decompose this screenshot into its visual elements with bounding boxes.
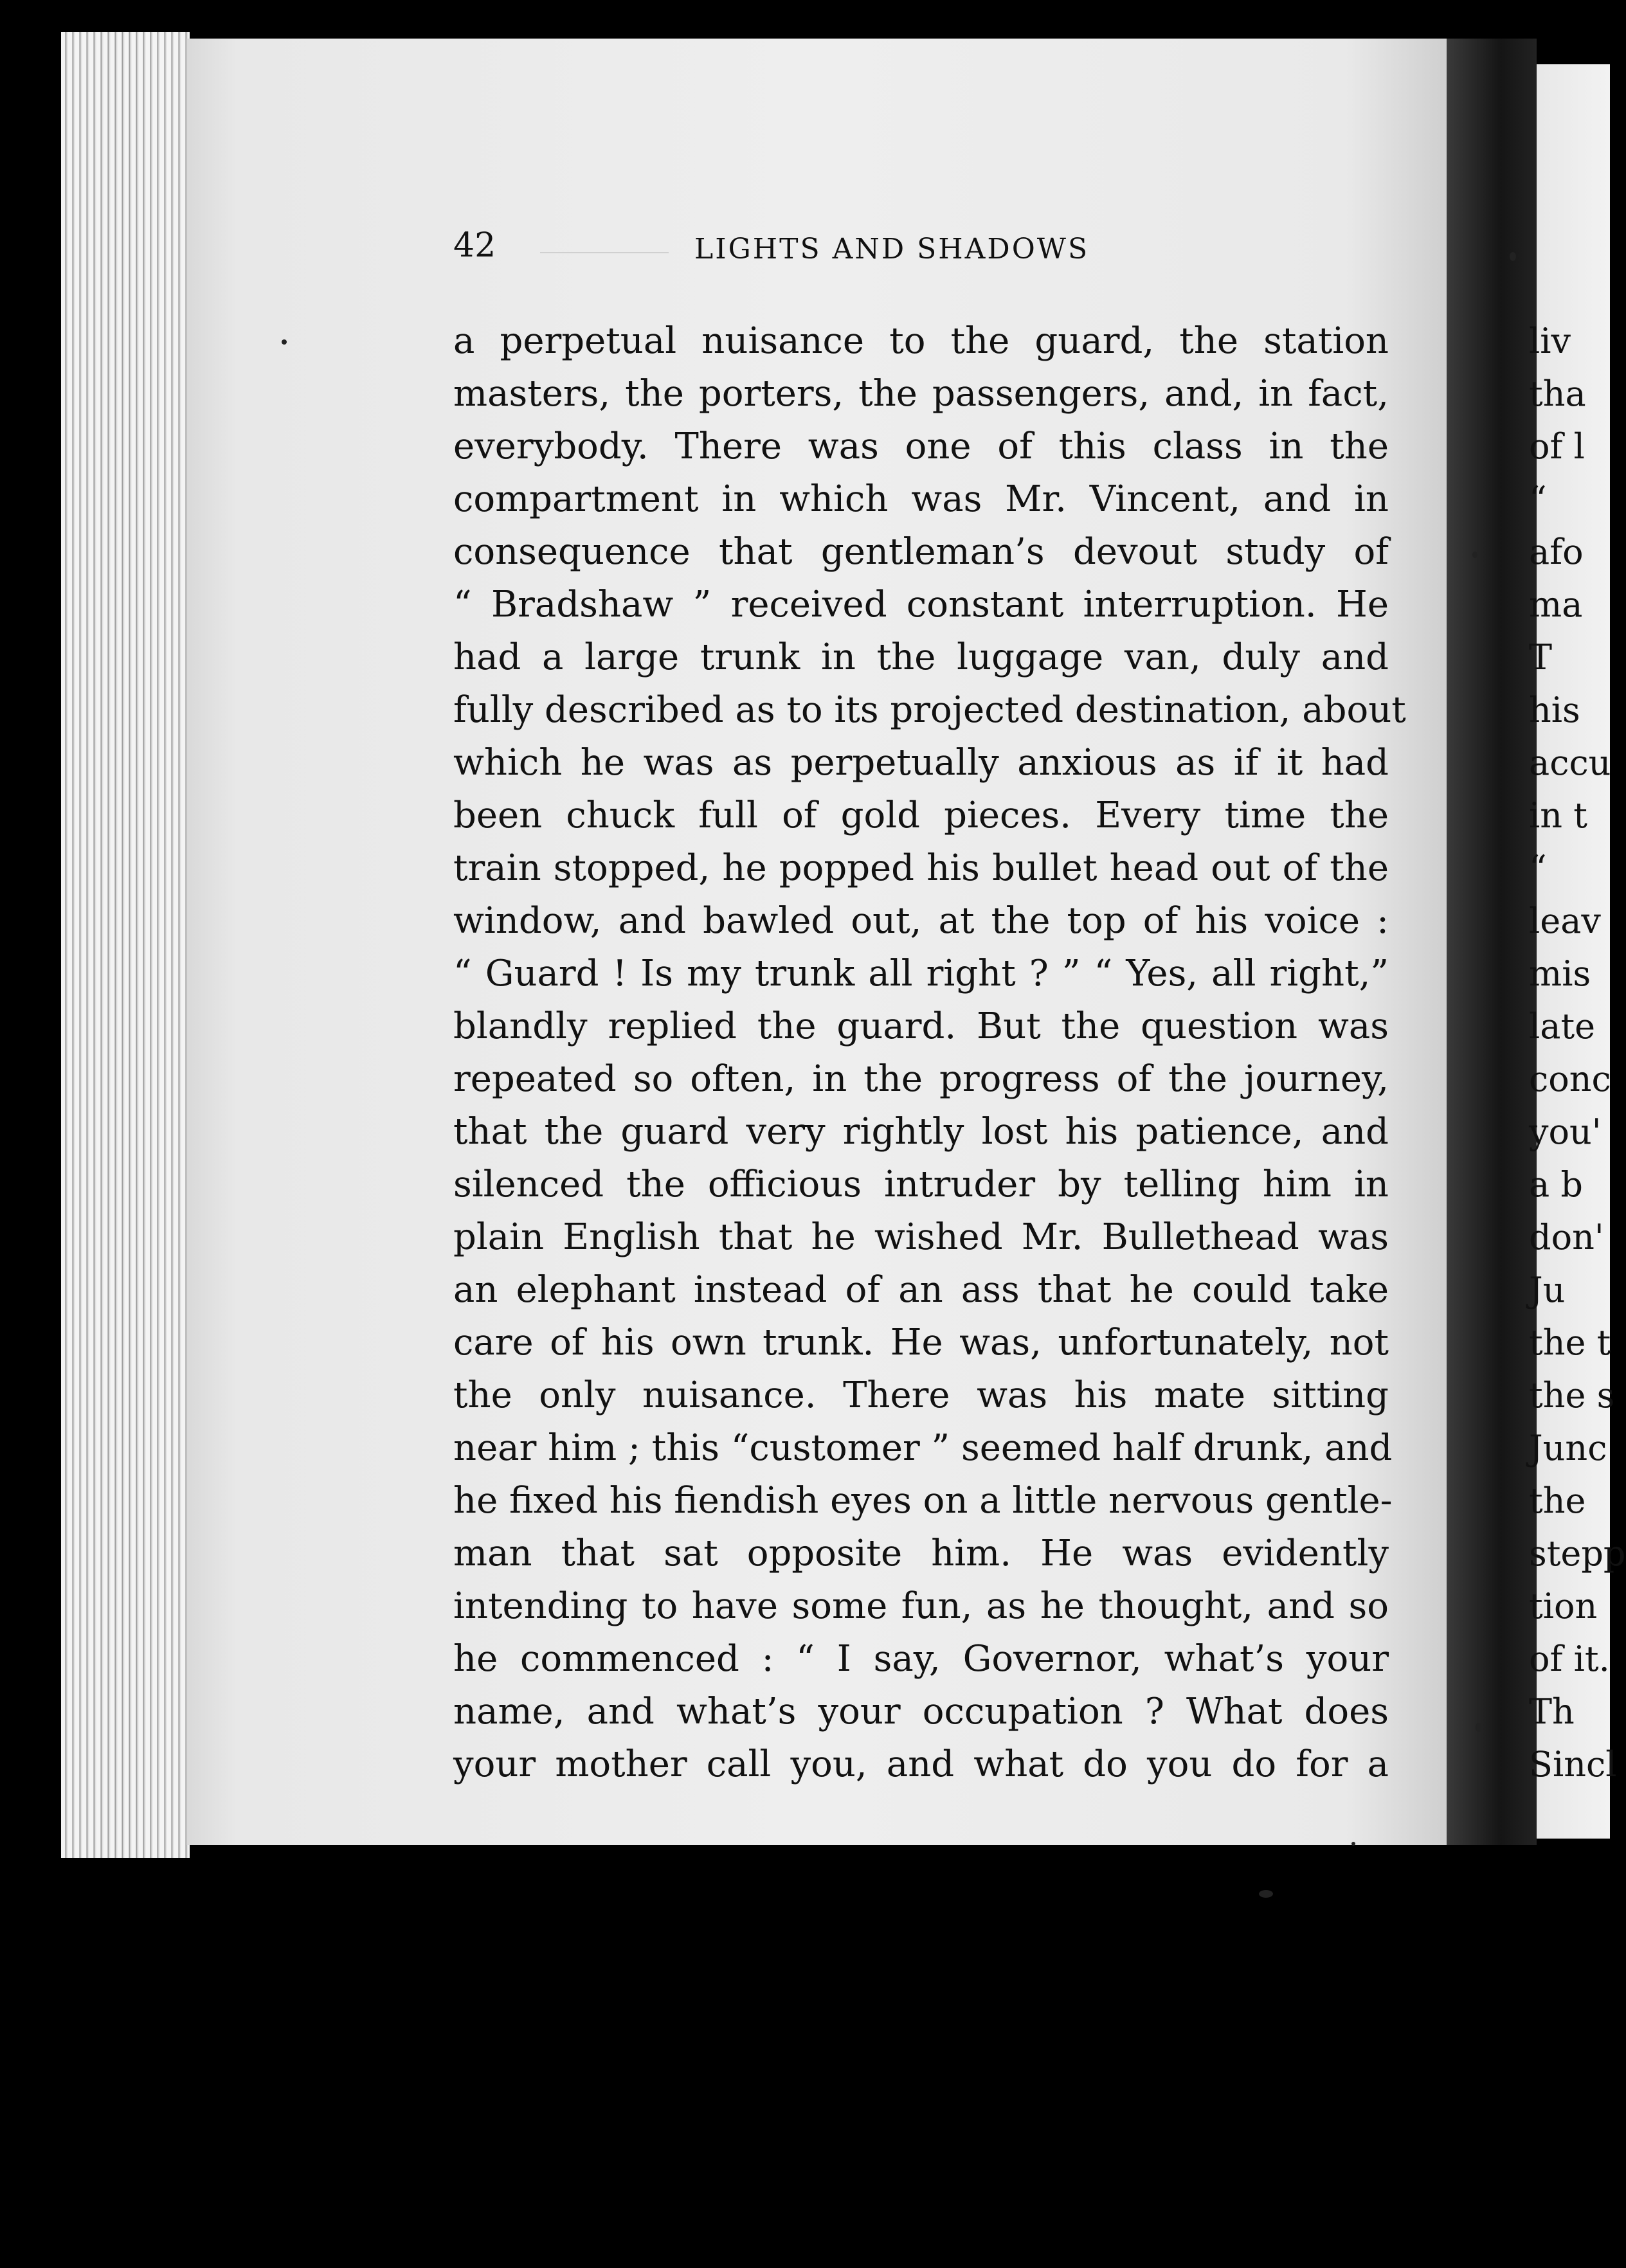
- next-page-fragment: of l: [1529, 426, 1585, 467]
- next-page-fragment: you': [1529, 1112, 1602, 1152]
- text-line: masters, the porters, the passengers, and, in fact,: [453, 373, 1389, 415]
- scan-speck: [1476, 1723, 1482, 1732]
- scan-speck: [1510, 252, 1516, 261]
- text-line: silenced the officious intruder by telling him in: [453, 1164, 1389, 1205]
- next-page-fragment: of it.: [1529, 1639, 1610, 1679]
- next-page-fragment: “: [1529, 848, 1547, 888]
- text-line: “ Bradshaw ” received constant interruption. He: [453, 584, 1389, 626]
- scan-speck: [1351, 1842, 1355, 1846]
- page-header: [453, 226, 1392, 278]
- text-line: a perpetual nuisance to the guard, the station: [453, 320, 1389, 362]
- header-rule: [540, 252, 669, 253]
- text-line: intending to have some fun, as he thought, and so: [453, 1585, 1389, 1627]
- text-line: your mother call you, and what do you do for a: [453, 1743, 1389, 1785]
- text-line: that the guard very rightly lost his patience, and: [453, 1111, 1389, 1153]
- text-line: plain English that he wished Mr. Bullethead was: [453, 1216, 1389, 1258]
- next-page-fragment: in t: [1529, 795, 1587, 836]
- next-page-text: [1529, 315, 1626, 1791]
- next-page-fragment: his: [1529, 690, 1580, 730]
- next-page-fragment: mis: [1529, 953, 1591, 994]
- book-page-edges: [61, 32, 190, 1858]
- next-page-fragment: a b: [1529, 1164, 1583, 1205]
- text-line: name, and what’s your occupation ? What does: [453, 1691, 1389, 1733]
- text-line: fully described as to its projected destination, about: [453, 689, 1406, 731]
- next-page-fragment: Sincl: [1529, 1744, 1617, 1785]
- text-line: had a large trunk in the luggage van, duly and: [453, 636, 1389, 678]
- next-page-fragment: Th: [1529, 1691, 1575, 1732]
- next-page-fragment: “: [1529, 479, 1547, 519]
- next-page-fragment: tion: [1529, 1586, 1598, 1626]
- text-line: blandly replied the guard. But the question was: [453, 1005, 1389, 1047]
- next-page-fragment: Junc: [1529, 1428, 1607, 1468]
- text-line: compartment in which was Mr. Vincent, and in: [453, 478, 1389, 520]
- next-page-fragment: T: [1529, 637, 1553, 678]
- text-line: consequence that gentleman’s devout study of: [453, 531, 1389, 573]
- scan-speck: [1259, 1890, 1273, 1898]
- next-page-fragment: conc: [1529, 1059, 1611, 1099]
- next-page-fragment: Ju: [1529, 1270, 1566, 1310]
- text-line: been chuck full of gold pieces. Every time the: [453, 795, 1389, 836]
- next-page-fragment: liv: [1529, 321, 1571, 361]
- next-page-fragment: the t: [1529, 1322, 1611, 1363]
- next-page-fragment: the s: [1529, 1375, 1615, 1416]
- text-line: man that sat opposite him. He was evidently: [453, 1533, 1389, 1574]
- page-number: 42: [453, 226, 496, 265]
- text-line: the only nuisance. There was his mate sitting: [453, 1374, 1389, 1416]
- text-line: he commenced : “ I say, Governor, what’s your: [453, 1638, 1389, 1680]
- next-page-fragment: stepp: [1529, 1533, 1626, 1574]
- book-gutter-shadow: [1447, 39, 1537, 1845]
- next-page-fragment: ma: [1529, 584, 1583, 625]
- text-line: repeated so often, in the progress of the journey,: [453, 1058, 1389, 1100]
- text-line: window, and bawled out, at the top of his voice :: [453, 900, 1389, 942]
- next-page-fragment: accu: [1529, 742, 1611, 783]
- next-page-fragment: leav: [1529, 901, 1601, 941]
- text-line: care of his own trunk. He was, unfortunately, not: [453, 1322, 1389, 1364]
- text-line: an elephant instead of an ass that he could take: [453, 1269, 1389, 1311]
- next-page-fragment: afo: [1529, 532, 1584, 572]
- text-line: everybody. There was one of this class in the: [453, 426, 1389, 467]
- running-head: LIGHTS AND SHADOWS: [694, 233, 1090, 266]
- next-page-fragment: tha: [1529, 374, 1586, 414]
- body-text: [453, 315, 1406, 1791]
- next-page-fragment: don': [1529, 1217, 1604, 1257]
- text-line: train stopped, he popped his bullet head out of the: [453, 847, 1389, 889]
- text-line: “ Guard ! Is my trunk all right ? ” “ Yes, all right,”: [453, 953, 1389, 995]
- text-line: he fixed his fiendish eyes on a little nervous gentle-: [453, 1480, 1393, 1522]
- text-line: near him ; this “customer ” seemed half drunk, and: [453, 1427, 1393, 1469]
- text-line: which he was as perpetually anxious as if it had: [453, 742, 1389, 784]
- scan-speck: [282, 339, 287, 345]
- next-page-fragment: late: [1529, 1006, 1596, 1047]
- scan-speck: [1472, 552, 1477, 558]
- next-page-fragment: the: [1529, 1480, 1586, 1521]
